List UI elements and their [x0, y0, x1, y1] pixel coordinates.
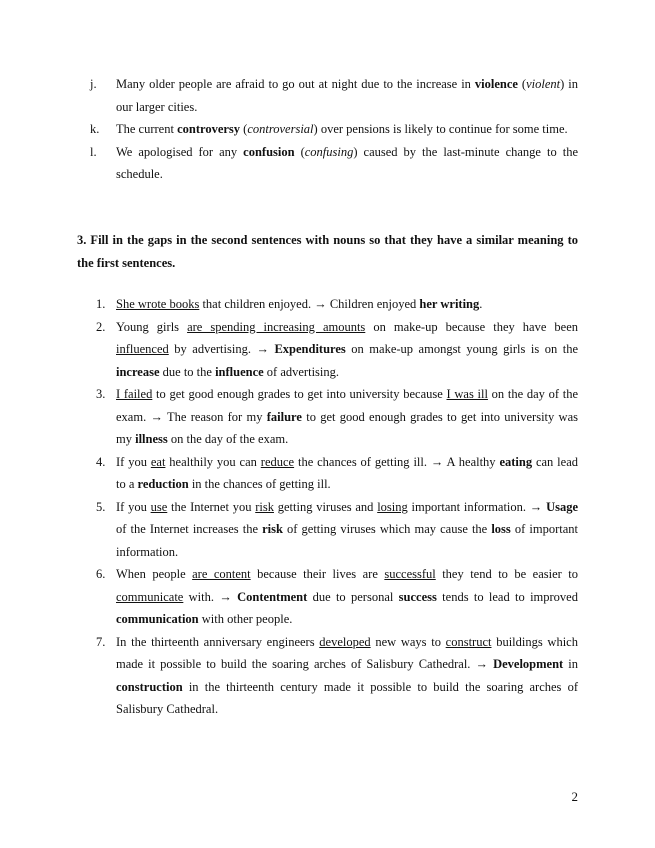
- sentence-text: by advertising. →: [168, 342, 275, 356]
- list-item-marker: 4.: [96, 454, 106, 469]
- sentence-text: of getting viruses which may cause the: [282, 522, 492, 536]
- underlined-phrase: reduce: [260, 454, 295, 469]
- list-item: [0, 141, 655, 186]
- answer-noun: construction: [116, 679, 183, 694]
- sentence-text: to get good enough grades to get into university because: [152, 387, 447, 401]
- list-item-marker: 1.: [96, 297, 106, 311]
- answer-noun: eating: [499, 454, 533, 469]
- answer-noun: Expenditures: [274, 342, 346, 356]
- underlined-phrase: construct: [445, 634, 492, 649]
- underlined-phrase: losing: [377, 499, 408, 514]
- sentence-text: ) over pensions is likely to continue for some time.: [313, 122, 568, 136]
- underlined-phrase: I was ill: [446, 387, 488, 401]
- underlined-phrase: I failed: [116, 387, 153, 401]
- answer-noun: increase: [116, 364, 160, 379]
- sentence-text: on the day of the exam.: [167, 432, 289, 446]
- sentence-text: buildings which made it possible to build the soaring arches of Salisbury Cathedral. →: [116, 634, 578, 671]
- sentence-text: with other people.: [198, 612, 293, 626]
- list-item-marker: 2.: [96, 319, 106, 334]
- answer-noun: influence: [215, 364, 264, 379]
- sentence-text: in the chances of getting ill.: [188, 477, 331, 491]
- answer-noun: her writing: [419, 297, 480, 311]
- sentence-text: When people: [116, 567, 193, 581]
- sentence-text: tends to lead to improved: [436, 589, 578, 604]
- sentence-text: ) in our larger cities.: [116, 77, 578, 114]
- sentence-text: on the day of the exam. → The reason for my: [116, 387, 578, 424]
- list-item: [0, 383, 655, 451]
- sentence-text: In the thirteenth anniversary engineers: [116, 634, 320, 649]
- sentence-text: (: [517, 77, 527, 91]
- list-item-marker: l.: [90, 144, 97, 159]
- sentence-text: of advertising.: [263, 364, 340, 379]
- list-item: [0, 73, 655, 118]
- answer-noun: communication: [116, 612, 199, 626]
- underlined-phrase: use: [150, 499, 168, 514]
- underlined-phrase: She wrote books: [116, 297, 200, 311]
- sentence-text: because their lives are: [250, 567, 385, 581]
- sentence-text: getting viruses and: [273, 499, 378, 514]
- underlined-phrase: developed: [319, 634, 371, 649]
- adjective-hint: violent: [526, 77, 561, 91]
- list-item: [0, 293, 655, 316]
- sentence-text: can lead to a: [116, 454, 578, 491]
- sentence-text: of the Internet increases the: [116, 522, 263, 536]
- answer-noun: failure: [266, 409, 302, 424]
- underlined-phrase: are content: [192, 567, 251, 581]
- list-item-marker: 6.: [96, 567, 106, 581]
- answer-noun: reduction: [137, 477, 189, 491]
- sentence-text: The current: [116, 122, 178, 136]
- sentence-text: healthily you can: [165, 454, 261, 469]
- list-item-marker: 3.: [96, 387, 106, 401]
- answer-noun: Development: [493, 657, 564, 671]
- list-item: [0, 496, 655, 564]
- list-item: [0, 118, 655, 141]
- sentence-text: on make-up because they have been: [365, 319, 578, 334]
- answer-noun: Usage: [546, 499, 579, 514]
- answer-noun: success: [398, 589, 437, 604]
- adjective-hint: controversial: [247, 122, 314, 136]
- answer-noun: loss: [491, 522, 511, 536]
- sentence-text: (: [240, 122, 248, 136]
- sentence-text: they tend to be easier to: [435, 567, 578, 581]
- sentence-text: If you: [116, 454, 151, 469]
- sentence-text: due to personal: [307, 589, 399, 604]
- sentence-text: to get good enough grades to get into university was my: [116, 409, 578, 446]
- sentence-text: on make-up amongst young girls is on the: [345, 342, 579, 356]
- list-item-marker: k.: [90, 122, 100, 136]
- underlined-phrase: communicate: [116, 589, 184, 604]
- list-item: [0, 631, 655, 721]
- list-item-marker: j.: [90, 77, 97, 91]
- sentence-text: with. →: [183, 589, 238, 604]
- exercise-2-list: [0, 73, 655, 186]
- list-item-marker: 7.: [96, 634, 106, 649]
- sentence-text: new ways to: [370, 634, 446, 649]
- sentence-text: Many older people are afraid to go out at night due to the increase in: [116, 77, 475, 91]
- sentence-text: the Internet you: [167, 499, 256, 514]
- underlined-phrase: successful: [384, 567, 436, 581]
- sentence-text: in the thirteenth century made it possible to build the soaring arches of Salisbury Cathedral.: [116, 679, 578, 716]
- page-number: 2: [571, 789, 578, 804]
- sentence-text: If you: [116, 499, 151, 514]
- sentence-text: of important information.: [116, 522, 578, 559]
- sentence-text: important information. →: [407, 499, 547, 514]
- adjective-hint: confusing: [304, 144, 354, 159]
- exercise-3-heading: 3. Fill in the gaps in the second sentences with nouns so that they have a similar meaning to the first sentences.: [77, 233, 578, 270]
- list-item: [0, 316, 655, 384]
- underlined-phrase: eat: [150, 454, 166, 469]
- answer-noun: controversy: [177, 122, 241, 136]
- sentence-text: due to the: [159, 364, 216, 379]
- sentence-text: .: [479, 297, 483, 311]
- answer-noun: risk: [262, 522, 283, 536]
- sentence-text: (: [294, 144, 305, 159]
- exercise-3-list: [0, 293, 655, 721]
- answer-noun: violence: [474, 77, 518, 91]
- answer-noun: confusion: [243, 144, 295, 159]
- underlined-phrase: are spending increasing amounts: [187, 319, 366, 334]
- sentence-text: in: [563, 657, 578, 671]
- sentence-text: We apologised for any: [116, 144, 244, 159]
- sentence-text: that children enjoyed. → Children enjoyed: [199, 297, 420, 311]
- list-item: [0, 451, 655, 496]
- sentence-text: ) caused by the last-minute change to the schedule.: [116, 144, 578, 181]
- answer-noun: Contentment: [237, 589, 308, 604]
- list-item-marker: 5.: [96, 499, 106, 514]
- underlined-phrase: risk: [255, 499, 274, 514]
- answer-noun: illness: [135, 432, 168, 446]
- list-item: [0, 563, 655, 631]
- sentence-text: Young girls: [116, 319, 188, 334]
- sentence-text: the chances of getting ill. → A healthy: [294, 454, 500, 469]
- underlined-phrase: influenced: [116, 342, 169, 356]
